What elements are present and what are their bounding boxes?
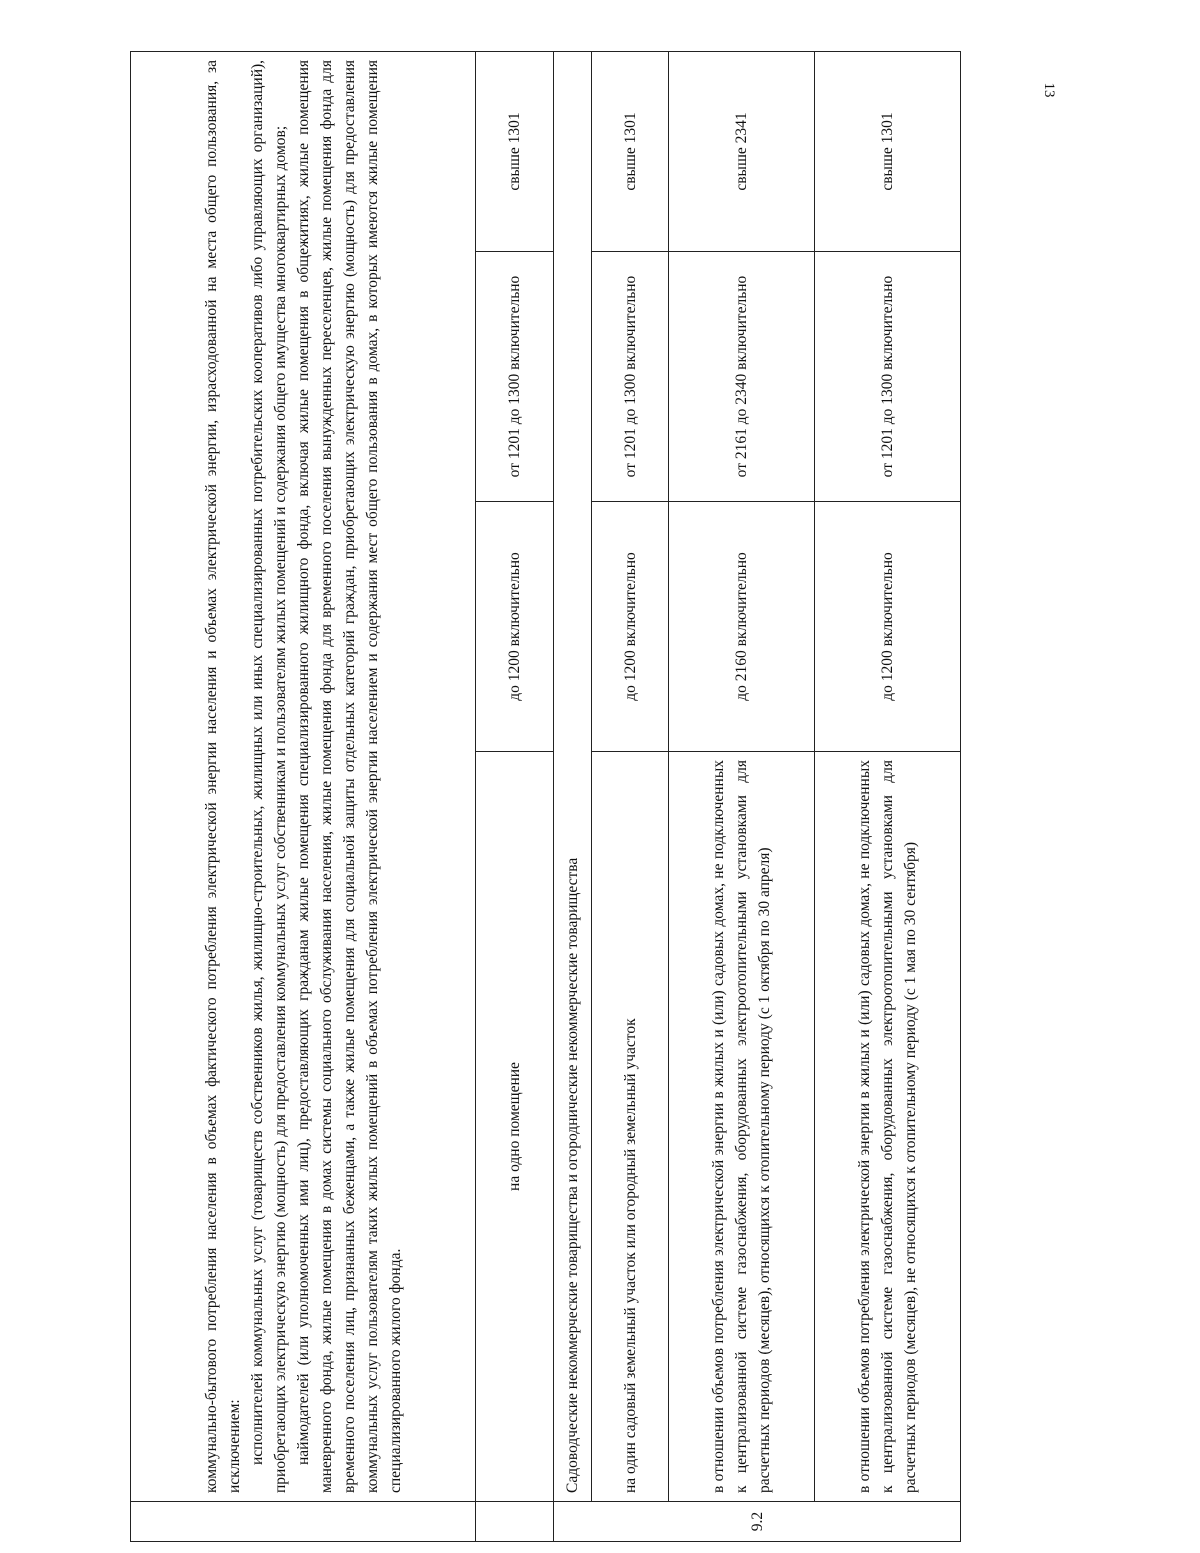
row-label: в отношении объемов потребления электрической энергии в жилых и (или) садовых домах, не подключенных к централизованной системе газоснабжения, оборудованных электроотопительными установками для расчетных периодов (месяцев), относящихся к отопительному периоду (с 1 октября по 30 апреля) xyxy=(669,752,815,1502)
section-row xyxy=(554,51,592,1541)
table-row xyxy=(669,51,815,1541)
intro-text-cell xyxy=(131,51,476,1501)
section-title: Садоводческие некоммерческие товарищества и огороднические некоммерческие товарищества xyxy=(554,51,592,1501)
row-range-3: свыше 1301 xyxy=(815,51,961,251)
premises-label: на одно помещение xyxy=(476,752,554,1502)
row-range-2: от 1201 до 1300 включительно xyxy=(815,252,961,502)
row-range-1: до 1200 включительно xyxy=(815,502,961,752)
premises-range-1: до 1200 включительно xyxy=(476,502,554,752)
premises-range-3: свыше 1301 xyxy=(476,51,554,251)
row-range-2: от 2161 до 2340 включительно xyxy=(669,252,815,502)
rotated-table-wrapper xyxy=(130,52,960,1542)
page-number: 13 xyxy=(1041,82,1057,98)
number-cell-empty xyxy=(476,1502,554,1542)
table-row xyxy=(815,51,961,1541)
row-range-3: свыше 1301 xyxy=(592,51,669,251)
row-range-1: до 1200 включительно xyxy=(592,502,669,752)
intro-paragraph-1: коммунально-бытового потребления населения в объемах фактического потребления электрической энергии населения и объемах электрической энергии, израсходованной на места общего пользования, за исключением: xyxy=(202,59,243,1493)
tariff-table xyxy=(130,51,961,1542)
row-range-3: свыше 2341 xyxy=(669,51,815,251)
intro-paragraph-3: наймодателей (или уполномоченных ими лиц), предоставляющих гражданам жилые помещения специализированного жилищного фонда, включая жилые помещения в общежитиях, жилые помещения маневренного фонда, жилые помещения в домах системы социального обслуживания населения, жилые помещения фонда для временного поселения вынужденных переселенцев, жилые помещения фонда для временного поселения лиц, признанных беженцами, а также жилые помещения для социальной защиты отдельных категорий граждан, приобретающих электрическую энергию (мощность) для предоставления коммунальных услуг пользователям таких жилых помещений в объемах потребления электрической энергии населением и содержания мест общего пользования в домах, в которых имеются жилые помещения специализированного жилого фонда. xyxy=(294,59,404,1493)
section-number: 9.2 xyxy=(554,1502,961,1542)
premises-row xyxy=(476,51,554,1541)
premises-range-2: от 1201 до 1300 включительно xyxy=(476,252,554,502)
row-label: в отношении объемов потребления электрической энергии в жилых и (или) садовых домах, не подключенных к централизованной системе газоснабжения, оборудованных электроотопительными установками для расчетных периодов (месяцев), не относящихся к отопительному периоду (с 1 мая по 30 сентября) xyxy=(815,752,961,1502)
row-range-2: от 1201 до 1300 включительно xyxy=(592,252,669,502)
number-cell-empty xyxy=(131,1502,476,1542)
row-label: на один садовый земельный участок или огородный земельный участок xyxy=(592,752,669,1502)
table-row xyxy=(592,51,669,1541)
row-range-1: до 2160 включительно xyxy=(669,502,815,752)
intro-row xyxy=(131,51,476,1541)
intro-paragraph-2: исполнителей коммунальных услуг (товариществ собственников жилья, жилищно-строительных, жилищных или иных специализированных потребительских кооперативов либо управляющих организаций), приобретающих электрическую энергию (мощность) для предоставления коммунальных услуг собственникам и пользователям жилых помещений и содержания общего имущества многоквартирных домов; xyxy=(248,59,289,1493)
